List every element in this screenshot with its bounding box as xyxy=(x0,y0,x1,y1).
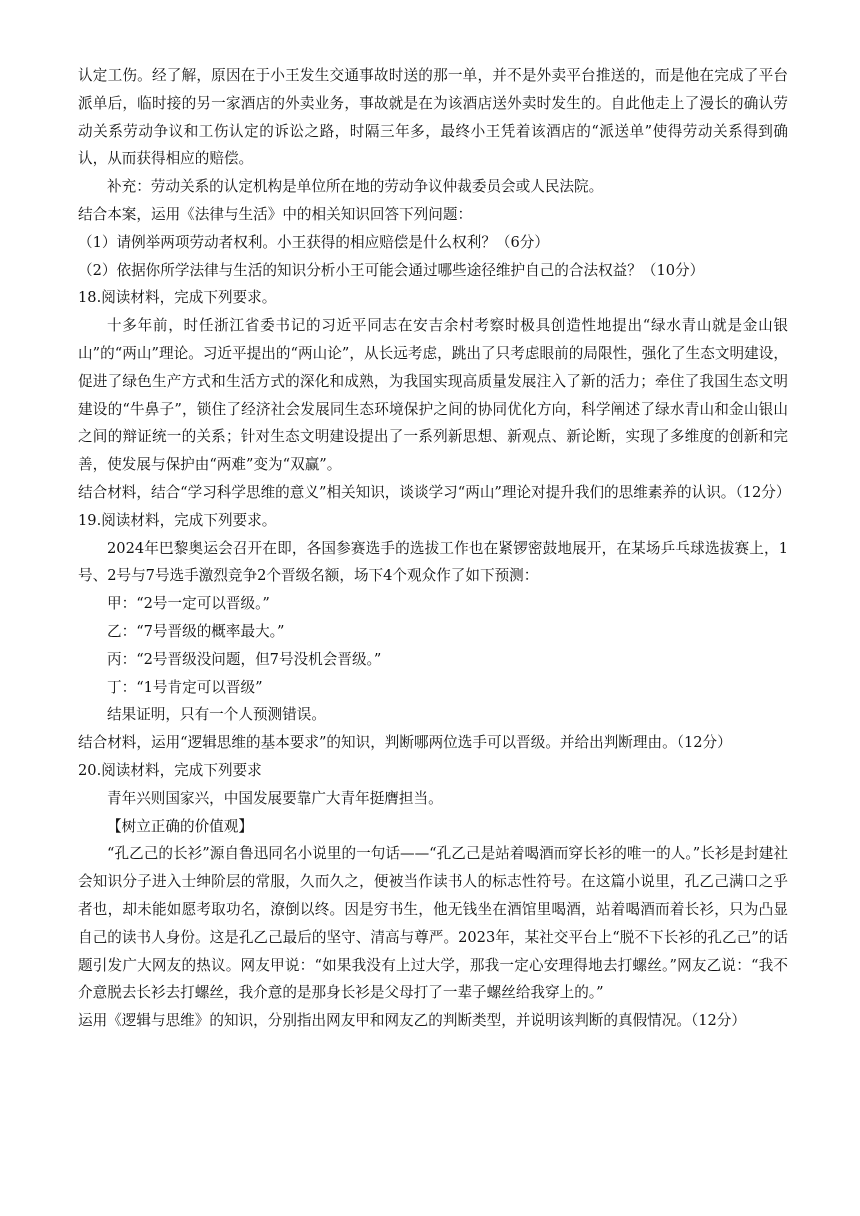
q20-material: “孔乙己的长衫”源自鲁迅同名小说里的一句话——“孔乙己是站着喝酒而穿长衫的唯一的人。”长衫是封建社会知识分子进入士绅阶层的常服，久而久之，便被当作读书人的标志性符号。在这篇小说里，孔乙己满口之乎者也，却未能如愿考取功名，潦倒以终。因是穷书生，他无钱坐在酒馆里喝酒，站着喝酒而着长衫，只为凸显自己的读书人身份。这是孔乙己最后的坚守、清高与尊严。2023年，某社交平台上“脱不下长衫的孔乙己”的话题引发广大网友的热议。网友甲说：“如果我没有上过大学，那我一定心安理得地去打螺丝。”网友乙说：“我不介意脱去长衫去打螺丝，我介意的是那身长衫是父母打了一辈子螺丝给我穿上的。” xyxy=(78,845,788,1002)
q20-header: 20.阅读材料，完成下列要求 xyxy=(78,761,262,779)
q17-sub-question-2: （2）依据你所学法律与生活的知识分析小王可能会通过哪些途径维护自己的合法权益？（10分） xyxy=(78,261,705,279)
q19-prediction-ding: 丁：“1号肯定可以晋级” xyxy=(107,678,263,696)
q19-question: 结合材料，运用“逻辑思维的基本要求”的知识，判断哪两位选手可以晋级。并给出判断理由。（12分） xyxy=(78,734,732,752)
q19-result: 结果证明，只有一个人预测错误。 xyxy=(107,706,326,724)
q17-supplement: 补充：劳动关系的认定机构是单位所在地的劳动争议仲裁委员会或人民法院。 xyxy=(107,178,604,196)
q17-instruction: 结合本案，运用《法律与生活》中的相关知识回答下列问题： xyxy=(78,205,473,223)
q19-prediction-yi: 乙：“7号晋级的概率最大。” xyxy=(107,622,285,640)
q19-material: 2024年巴黎奥运会召开在即，各国参赛选手的选拔工作也在紧锣密鼓地展开，在某场乒乓球选拔赛上，1号、2号与7号选手激烈竞争2个晋级名额，场下4个观众作了如下预测： xyxy=(78,539,788,585)
q20-question: 运用《逻辑与思维》的知识，分别指出网友甲和网友乙的判断类型，并说明该判断的真假情况。（12分） xyxy=(78,1012,746,1030)
q19-prediction-bing: 丙：“2号晋级没问题，但7号没机会晋级。” xyxy=(107,650,382,668)
q17-sub-question-1: （1）请例举两项劳动者权利。小王获得的相应赔偿是什么权利？（6分） xyxy=(78,233,549,251)
q20-intro: 青年兴则国家兴，中国发展要靠广大青年挺膺担当。 xyxy=(107,789,443,807)
q18-header: 18.阅读材料，完成下列要求。 xyxy=(78,289,277,307)
q18-material: 十多年前，时任浙江省委书记的习近平同志在安吉余村考察时极具创造性地提出“绿水青山就是金山银山”的“两山”理论。习近平提出的“两山论”，从长远考虑，跳出了只考虑眼前的局限性，强化了生态文明建设，促进了绿色生产方式和生活方式的深化和成熟，为我国实现高质量发展注入了新的活力；牵住了我国生态文明建设的“牛鼻子”，锁住了经济社会发展同生态环境保护之间的协同优化方向，科学阐述了绿水青山和金山银山之间的辩证统一的关系；针对生态文明建设提出了一系列新思想、新观点、新论断，实现了多维度的创新和完善，使发展与保护由“两难”变为“双赢”。 xyxy=(78,317,788,474)
q18-question: 结合材料，结合“学习科学思维的意义”相关知识，谈谈学习“两山”理论对提升我们的思维素养的认识。（12分） xyxy=(78,483,791,501)
q19-prediction-jia: 甲：“2号一定可以晋级。” xyxy=(107,595,270,613)
q20-section-title: 【树立正确的价值观】 xyxy=(107,817,253,835)
q19-header: 19.阅读材料，完成下列要求。 xyxy=(78,511,277,529)
q17-material-continuation: 认定工伤。经了解，原因在于小王发生交通事故时送的那一单，并不是外卖平台推送的，而是他在完成了平台派单后，临时接的另一家酒店的外卖业务，事故就是在为该酒店送外卖时发生的。自此他走上了漫长的确认劳动关系劳动争议和工伤认定的诉讼之路，时隔三年多，最终小王凭着该酒店的“派送单”使得劳动关系得到确认，从而获得相应的赔偿。 xyxy=(78,67,788,168)
